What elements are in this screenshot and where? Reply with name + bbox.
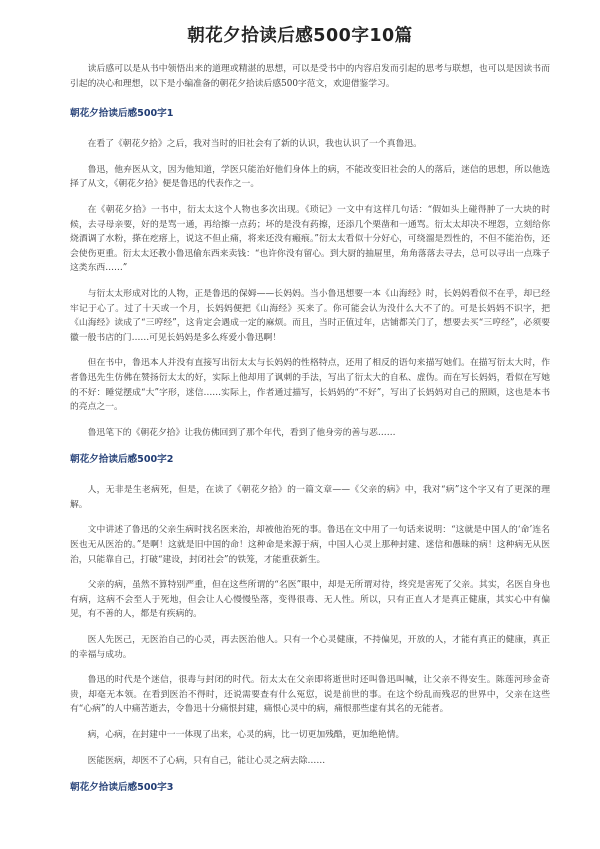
page-title: 朝花夕拾读后感500字10篇 (187, 26, 413, 46)
section-heading-1: 朝花夕拾读后感500字1 (70, 108, 174, 120)
article-body (70, 62, 550, 811)
paragraph: 父亲的病，虽然不算特别严重，但在这些所谓的“名医”眼中，却是无所谓对待，终究是害死了父亲。其实，名医自身也有病，这病不会至人于死地，但会让人心慢慢坠落，变得很毒、无人性。所以，只有正直人才是真正健康，其实心中有偏见，有不善的人，都是有疾病的。 (70, 580, 550, 620)
section-heading-2: 朝花夕拾读后感500字2 (70, 454, 174, 466)
section-heading-3: 朝花夕拾读后感500字3 (70, 782, 174, 794)
paragraph: 与衍太太形成对比的人物，正是鲁迅的保姆——长妈妈。当小鲁迅想要一本《山海经》时，长妈妈看似不在乎，却已经牢记于心了。过了十天或一个月，长妈妈便把《山海经》买来了。你可能会认为没什么大不了的。可是长妈妈不识字，把《山海经》读成了“三哼经”，这肯定会遇成一定的麻烦。而且，当时正值过年，店铺都关门了，想要去买“三哼经”，必须要徽一般书店的门……可见长妈妈是多么疼爱小鲁迅啊！ (70, 288, 550, 343)
paragraph: 人，无非是生老病死，但是，在读了《朝花夕拾》的一篇文章——《父亲的病》中，我对“病”这个字又有了更深的理解。 (70, 485, 550, 510)
paragraph: 但在书中，鲁迅本人并没有直接写出衍太太与长妈妈的性格特点，还用了相反的语句来描写她们。在描写衍太大时，作者鲁迅先生仿佛在赞扬衍太太的好，实际上他却用了讽刺的手法，写出了衍太大的自私、虚伪。而在写长妈妈，看似在写她的不好：睡觉摆成“大”字形，迷信……实际上，作者通过描写，长妈妈的“不好”，写出了长妈妈对自己的照顾，这也是本书的亮点之一。 (70, 358, 550, 413)
paragraph: 医人先医己，无医治自己的心灵，再去医治他人。只有一个心灵健康，不持偏见，开放的人，才能有真正的健康，真正的幸福与成功。 (70, 635, 550, 660)
paragraph: 在《朝花夕拾》一书中，衍太太这个人物也多次出现。《琐记》一文中有这样几句话：“假如头上碰得肿了一大块的时候，去寻母亲要，好的是骂一通，再给擦一点药；坏的是没有药擦，还添几个栗凿和一通骂。衍太太却决不埋怨，立刻给你烧酒调了水粉，搽在疙瘩上，说这不但止痛，将来还没有瘢痕。”衍太太看似十分好心，可绕溜是烈性的，不但不能治伤，还会使伤更重。衍太太还教小鲁迅偷东西来卖钱：“也许你没有留心。到大厨的抽屉里，角角落落去寻去，总可以寻出一点珠子这类东西……” (70, 204, 550, 274)
paragraph: 病，心病，在封建中一一体现了出来，心灵的病，比一切更加残酷，更加绝艳情。 (87, 730, 405, 740)
paragraph: 文中讲述了鲁迅的父亲生病时找名医来治，却被他治死的事。鲁迅在文中用了一句话来说明：“这就是中国人的‘命’连名医也无从医治的。”是啊！这就是旧中国的命！这种命是来源于病，中国人心灵上那种封建、迷信和愚昧的病！这种病无从医治，只能靠自己，打破“建设，封闭社会”的铁笼，才能重获新生。 (70, 525, 550, 565)
paragraph: 鲁迅，他弃医从文，因为他知道，学医只能治好他们身体上的病，不能改变旧社会的人的落后，迷信的思想，所以他选择了从文，《朝花夕拾》便是鲁迅的代表作之一。 (70, 164, 550, 190)
paragraph: 在看了《朝花夕拾》之后，我对当时的旧社会有了新的认识，我也认识了一个真鲁迅。 (87, 139, 422, 150)
paragraph: 鲁迅的时代是个迷信，很毒与封闭的时代。衍太太在父亲即将逝世时还叫鲁迅叫喊，让父亲不得安生。陈莲河珍金奇贵，却毫无本领。在看到医治不得时，还说需要查有什么冤愆，说是前世的事。在这个纷乱而残忍的世界中，父亲在这些有“心病”的人中痛苦逝去，令鲁迅十分痛恨封建，痛恨心灵中的病，痛恨那些虚有其名的无能者。 (70, 675, 550, 715)
paragraph: 鲁迅笔下的《朝花夕拾》让我仿佛回到了那个年代，看到了他身旁的善与恶…… (87, 427, 396, 438)
intro-paragraph: 读后感可以是从书中领悟出来的道理或精湛的思想，可以是受书中的内容启发而引起的思考与联想，也可以是因读书而引起的决心和理想，以下是小编准备的朝花夕拾读后感500字范文，欢迎借鉴学习。 (70, 64, 550, 89)
paragraph: 医能医病，却医不了心病，只有自己，能让心灵之病去除…… (87, 755, 326, 766)
